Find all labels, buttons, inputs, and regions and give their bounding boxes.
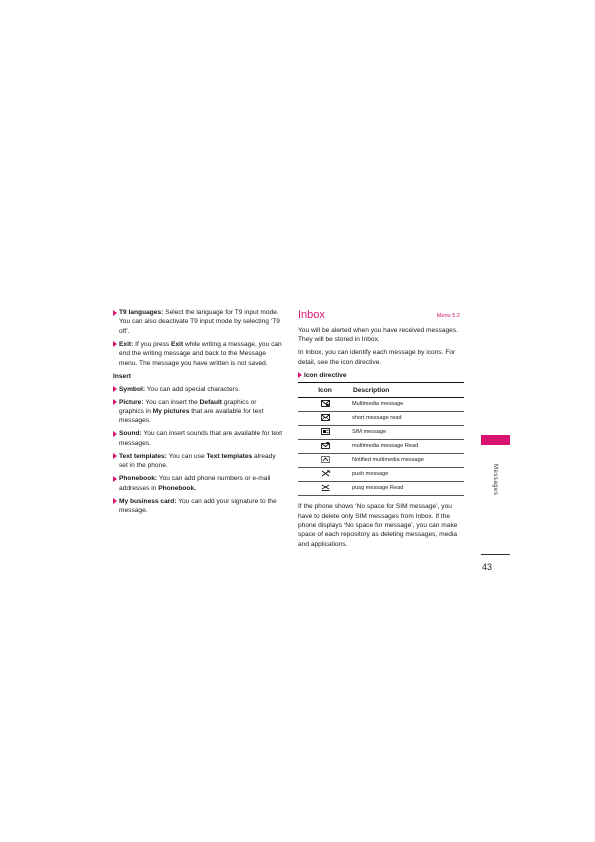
text-templates-item: [113, 452, 283, 471]
push-message-icon: [321, 470, 330, 477]
sound-label: Sound:: [119, 430, 142, 438]
table-header-row: [298, 383, 464, 398]
my-business-card-label: My business card:: [119, 497, 177, 505]
phonebook-label: Phonebook:: [119, 475, 158, 483]
table-row: [298, 454, 464, 468]
multimedia-message-read-icon: [321, 442, 330, 449]
multimedia-message-icon: [321, 400, 330, 407]
section-title-row: [298, 308, 466, 324]
icon-directive-table: [298, 382, 464, 496]
exit-text-1: If you press: [133, 340, 172, 348]
picture-text-1: You can insert the: [143, 398, 200, 406]
exit-label: Exit:: [119, 340, 134, 348]
text-templates-label: Text templates:: [119, 452, 167, 460]
short-message-read-icon: [321, 414, 330, 421]
picture-bold-2: My pictures: [152, 408, 190, 416]
bullet-triangle-icon: [113, 386, 117, 392]
row-description: Notified multimedia message: [352, 454, 464, 468]
phonebook-bold: Phonebook.: [158, 484, 196, 492]
row-description: SIM message: [352, 426, 464, 440]
intro-paragraph: You will be alerted when you have received messages. They will be stored in Inbox.: [298, 327, 458, 344]
picture-bold-1: Default: [199, 398, 223, 406]
sim-space-paragraph: If the phone shows ‘No space for SIM message’, you have to delete only SIM messages from Inbox. If the phone displays ‘No space for message’, you can make space of each repository as deleting messages, media and applications.: [298, 503, 458, 548]
exit-bold: Exit: [171, 340, 184, 348]
bullet-triangle-icon: [113, 399, 117, 405]
row-description: push message: [352, 468, 464, 482]
table-row: [298, 482, 464, 496]
symbol-label: Symbol:: [119, 385, 146, 393]
bullet-triangle-icon: [113, 476, 117, 482]
picture-text-2: graphics or graphics in: [119, 398, 257, 416]
identify-paragraph: In Inbox, you can identify each message by icons. For detail, see the icon directive.: [298, 349, 456, 366]
picture-item: [113, 398, 283, 426]
table-row: [298, 468, 464, 482]
symbol-text: You can add special characters.: [145, 385, 240, 393]
phonebook-item: [113, 474, 283, 493]
phonebook-text: You can add phone numbers or e-mail addresses in: [119, 475, 271, 492]
table-row: [298, 426, 464, 440]
notified-multimedia-message-icon: [321, 456, 330, 463]
row-description: Multimedia message: [352, 398, 464, 412]
bullet-triangle-icon: [113, 498, 117, 504]
my-business-card-text: You can add your signature to the message.: [119, 497, 277, 515]
picture-text-3: that are available for text messages.: [119, 408, 264, 425]
table-row: [298, 440, 464, 454]
text-templates-text-1: You can use: [166, 452, 207, 460]
icon-directive-heading: [298, 371, 466, 380]
left-column: [113, 308, 283, 519]
bullet-triangle-icon: [113, 341, 117, 347]
table-row: [298, 398, 464, 412]
exit-text-2: while writing a message, you can end the writing message and back to the Message menu. The message you have written is not saved.: [119, 340, 282, 367]
sound-item: [113, 429, 283, 448]
section-tab-marker: [481, 435, 510, 445]
bullet-triangle-icon: [298, 372, 302, 378]
icon-column-header: Icon: [298, 383, 352, 398]
row-description: pusg message Read: [352, 482, 464, 496]
bullet-triangle-icon: [113, 453, 117, 459]
icon-directive-label: Icon directive: [304, 371, 347, 379]
row-description: multimedia message Read: [352, 440, 464, 454]
menu-reference: Menu 5.2: [436, 313, 460, 319]
page-number-rule: [481, 554, 510, 555]
insert-heading: Insert: [113, 372, 131, 380]
text-templates-bold: Text templates: [206, 452, 253, 460]
text-templates-text-2: already set in the phone.: [119, 452, 276, 470]
description-column-header: Description: [352, 383, 464, 398]
sim-message-icon: [321, 428, 330, 435]
sound-text: You can insert sounds that are available for text messages.: [119, 430, 283, 447]
row-description: short message read: [352, 412, 464, 426]
picture-label: Picture:: [119, 398, 144, 406]
symbol-item: [113, 385, 283, 394]
section-title: Inbox: [298, 309, 325, 321]
bullet-triangle-icon: [113, 431, 117, 437]
t9-languages-item: [113, 308, 283, 336]
t9-languages-label: T9 languages:: [119, 309, 164, 316]
bullet-triangle-icon: [113, 310, 117, 316]
my-business-card-item: [113, 497, 283, 516]
push-message-read-icon: [321, 484, 330, 491]
exit-item: [113, 340, 283, 368]
table-row: [298, 412, 464, 426]
right-column: [298, 308, 466, 553]
page-number: 43: [482, 562, 493, 572]
section-tab-label: Messages: [492, 464, 498, 496]
t9-languages-text: Select the language for T9 input mode. You can also deactivate T9 input mode by selecting ‘T9 off’.: [119, 309, 280, 335]
